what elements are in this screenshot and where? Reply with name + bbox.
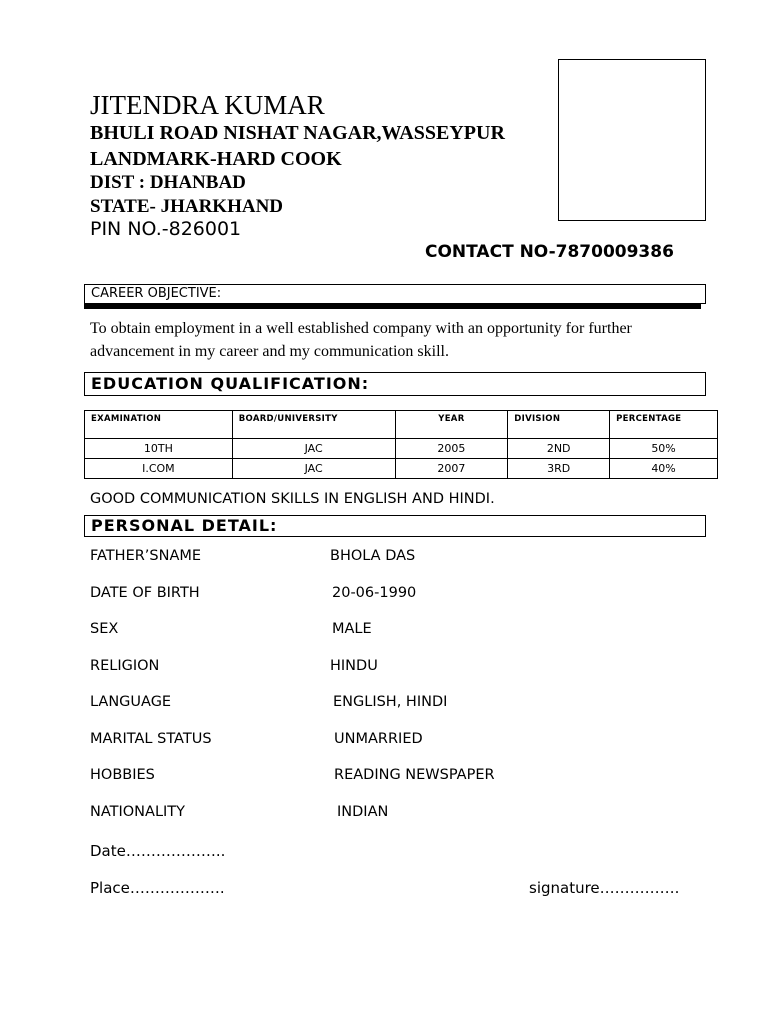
table-cell: JAC bbox=[232, 439, 395, 459]
career-objective-text: To obtain employment in a well established company with an opportunity for further advancement in my career and my communication skill. bbox=[90, 320, 632, 360]
candidate-name: JITENDRA KUMAR bbox=[90, 90, 325, 120]
detail-label-religion: RELIGION bbox=[90, 658, 160, 674]
table-cell: 2ND bbox=[508, 439, 610, 459]
photo-placeholder bbox=[558, 59, 706, 221]
personal-detail-heading bbox=[84, 515, 706, 537]
table-header-row bbox=[85, 411, 718, 439]
detail-label-sex: SEX bbox=[90, 621, 119, 637]
education-table bbox=[84, 410, 718, 479]
table-cell: 40% bbox=[610, 459, 718, 479]
detail-label-date-of-birth: DATE OF BIRTH bbox=[90, 585, 200, 601]
table-cell: 3RD bbox=[508, 459, 610, 479]
detail-label-language: LANGUAGE bbox=[90, 694, 172, 710]
address-line: STATE- JHARKHAND bbox=[90, 196, 284, 217]
detail-value-nationality: INDIAN bbox=[337, 804, 389, 820]
detail-label-marital-status: MARITAL STATUS bbox=[90, 731, 212, 747]
career-objective-heading-text: CAREER OBJECTIVE: bbox=[91, 286, 222, 301]
pin-code: PIN NO.-826001 bbox=[90, 218, 242, 240]
skills-statement: GOOD COMMUNICATION SKILLS IN ENGLISH AND HINDI. bbox=[90, 491, 495, 507]
table-cell: 2005 bbox=[395, 439, 508, 459]
contact-number: CONTACT NO-7870009386 bbox=[425, 242, 674, 262]
detail-value-religion: HINDU bbox=[330, 658, 378, 674]
table-cell: 50% bbox=[610, 439, 718, 459]
detail-value-hobbies: READING NEWSPAPER bbox=[334, 767, 495, 783]
career-objective-heading bbox=[84, 284, 706, 304]
education-heading-text: EDUCATION QUALIFICATION: bbox=[91, 374, 370, 393]
table-cell: 10TH bbox=[85, 439, 233, 459]
detail-label-nationality: NATIONALITY bbox=[90, 804, 186, 820]
column-header: BOARD/UNIVERSITY bbox=[232, 411, 395, 439]
column-header: EXAMINATION bbox=[85, 411, 233, 439]
section-divider bbox=[84, 304, 701, 309]
table-cell: 2007 bbox=[395, 459, 508, 479]
detail-value-marital-status: UNMARRIED bbox=[334, 731, 423, 747]
column-header: PERCENTAGE bbox=[610, 411, 718, 439]
detail-value-date-of-birth: 20-06-1990 bbox=[332, 585, 417, 601]
date-field: Date……………….. bbox=[90, 842, 226, 860]
address-line: LANDMARK-HARD COOK bbox=[90, 148, 342, 170]
detail-value-sex: MALE bbox=[332, 621, 372, 637]
detail-label-fathers-name: FATHER’SNAME bbox=[90, 548, 202, 564]
column-header: DIVISION bbox=[508, 411, 610, 439]
detail-label-hobbies: HOBBIES bbox=[90, 767, 155, 783]
detail-value-language: ENGLISH, HINDI bbox=[333, 694, 448, 710]
table-cell: I.COM bbox=[85, 459, 233, 479]
detail-value-fathers-name: BHOLA DAS bbox=[330, 548, 416, 564]
education-heading bbox=[84, 372, 706, 396]
address-line: BHULI ROAD NISHAT NAGAR,WASSEYPUR bbox=[90, 122, 505, 144]
column-header: YEAR bbox=[395, 411, 508, 439]
table-row bbox=[85, 459, 718, 479]
table-cell: JAC bbox=[232, 459, 395, 479]
personal-detail-heading-text: PERSONAL DETAIL: bbox=[91, 516, 278, 535]
place-field: Place………………. bbox=[90, 879, 225, 897]
signature-field: signature……………. bbox=[529, 879, 680, 897]
address-line: DIST : DHANBAD bbox=[90, 172, 246, 193]
table-row bbox=[85, 439, 718, 459]
